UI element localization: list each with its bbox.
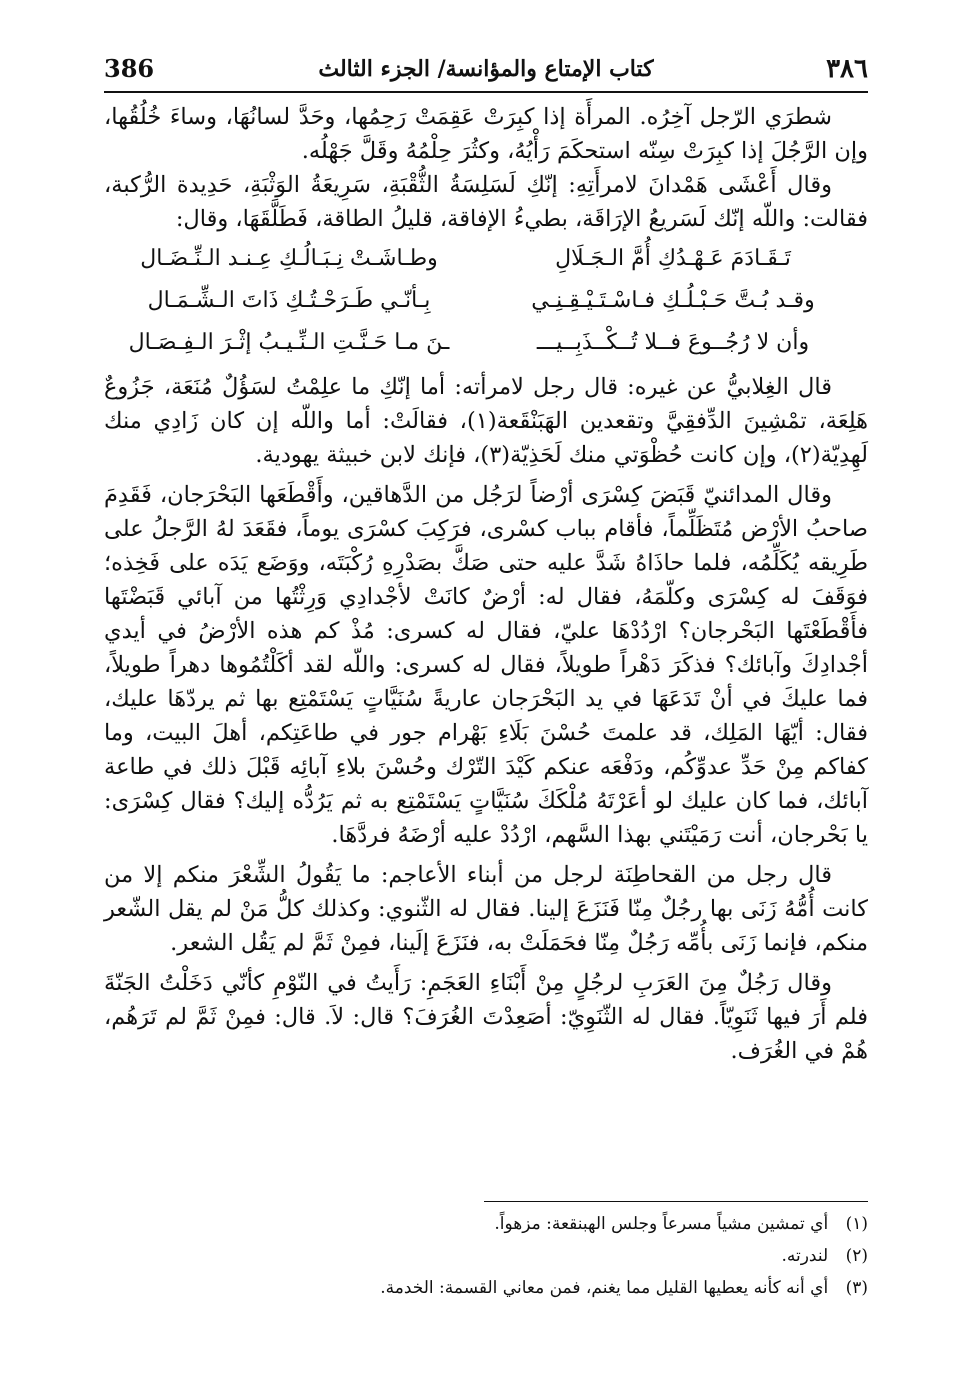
- footnote-mark: (١): [845, 1214, 868, 1234]
- running-title: كتاب الإمتاع والمؤانسة/ الجزء الثالث: [318, 56, 654, 82]
- paragraph: وقال رَجُلٌ مِنَ العَرَبِ لرجُلٍ مِنْ أَبْنَاءِ العَجَمِ: رَأَيتُ في النّوْمِ كأنّي دَخَلْتُ الجَنّةَ فلم أَرَ فيها ثَنَوِيّاً. فقال له الثّنَوِيّ: أصَعِدْتَ الغُرَفَ؟ قال: لاَ. قال: فمِنْ ثَمَّ لم تَرَهُم، هُمْ في الغُرَف.: [104, 970, 868, 1064]
- paragraph: وقال أَعْشَى هَمْدانَ لامرأَتِهِ: إنّكِ لَسَلِسَةُ الثُّقْبَةِ، سَرِيعَةُ الوَثْبَةِ، حَدِيدة الرُّكبة، فقالت: واللّه إنّك لَسَريعُ الإرَاقَة، بطيءُ الإفاقة، قليلُ الطاقة، فَطَلَّقَهَا، وقال:: [104, 172, 868, 232]
- footnote: [104, 1272, 868, 1304]
- verse-second-hemistich: وطـاشَـتْ نِـبَـالُـكِ عِـنـد الـنِّـضَـال: [140, 246, 438, 271]
- footnote-rule: [484, 1201, 868, 1202]
- verse-second-hemistich: بِـأنّـي طَـرَحْـتُـكِ ذَاتَ الـشِّـمَـال: [147, 288, 431, 313]
- paragraph: قال رجل من القحاطِنَة لرجل من أبناء الأعاجم: ما يَقُولُ الشِّعْرَ منكم إلا من كانت أُمُّهُ زَنَى بها رجُلٌ مِنّا فَنَزَعَ إلينا. فقال له الثّنوي: وكذلك كلُّ مَنْ لم يقل الشّعر منكم، فإنما زَنَى بأُمِّه رَجُلٌ مِنّا فحَمَلَتْ به، فنَزَعَ إلَينا، فمِنْ ثَمَّ لم يَقُل الشعر.: [104, 862, 868, 956]
- page-number-arabic: ٣٨٦: [826, 54, 868, 84]
- footnote-mark: (٣): [845, 1278, 868, 1298]
- page-header: [104, 50, 868, 90]
- paragraph: شطرَي الرّجل آخِرُه. المرأَة إذا كبِرَتْ عَقِمَتْ رَحِمُها، وحَدَّ لسانُهَا، وساءَ خُلُقُها، وإن الرَّجُلَ إذا كبِرَتْ سِنّه استحكَمَ رَأْيُهُ، وكثُرَ حِلْمُهُ وقَلَّ جَهْلُه.: [104, 104, 868, 164]
- footnote-text: أي تمشين مشياً مسرعاً وجلس الهبنقعة: مزهواً.: [494, 1214, 829, 1234]
- poem-verse: [104, 322, 868, 364]
- poem-verse: [104, 238, 868, 280]
- footnote-mark: (٢): [845, 1246, 868, 1266]
- verse-first-hemistich: وقـد بُـتَّ حَـبْـلُـكِ فـاسْـتَـيْـقِـنِـي: [531, 288, 815, 313]
- footnotes: [104, 1208, 868, 1304]
- verse-first-hemistich: وأن لا رُجُــوعَ فــلا تُــكْــذَبِــيـــ: [536, 330, 810, 355]
- poem: [104, 238, 868, 364]
- footnote: [104, 1240, 868, 1272]
- paragraph: قال الغِلابيُّ عن غيره: قال رجل لامرأته: أما إنّكِ ما علِمْتُ لسَؤُلٌ مُنَعَة، جَزُوعٌ هَلِعَة، تمْشِينَ الدِّفقِيَّ وتقعدين الهَبَنْقَعة(١)، فقالَتْ: أما واللّه إن كان زَادِي منك لَهِدِيّة(٢)، وإن كانت حُظْوَتي منك لَحَذِيّة(٣)، فإنك لابن خبيثة يهودية.: [104, 374, 869, 468]
- footnote: [104, 1208, 868, 1240]
- verse-first-hemistich: تَـقَـادَمَ عَـهْـدُكِ أُمَّ الـجَـلَالِ: [555, 246, 791, 271]
- verse-second-hemistich: ـنَ مـا حَـنَّـتِ الـنِّـيـبُ إثْـرَ الـفِـصَـال: [128, 330, 450, 355]
- header-rule: [104, 91, 868, 93]
- paragraph: وقال المدائنيّ قَبَضَ كِسْرَى أرْضاً لرَجُل من الدَّهاقين، وأَقْطَعَها البَحْرَجان، فَقَدِمَ صاحبُ الأرْض مُتَظَلِّماً، فأقام بباب كسْرى، فرَكِبَ كسْرَى يوماً، فقَعَدَ لهُ الرَّجلُ على طَرِيقه يُكَلِّمُه، فلما حاذَاهُ شَدَّ عليه حتى صَكَّ بصَدْرِهِ رُكْبَتَه، ووَضَع يَدَه على فَخِذه؛ فوَقَفَ له كِسْرَى وكلّمَهُ، فقال له: أرْضٌ كانَتْ لأجْدادِي وَرِثْتُها من آبائي قَبَضْتَها فأَقْطَعْتَها البَحْرجان؟ ارْدُدْهَا عليّ، فقال له كسرى: مُذْ كم هذه الأرْضُ في أيدي أجْدادِكَ وآبائك؟ فذكَرَ دَهْراً طويلاً، فقال له كسرى: واللّه لقد أكَلْتُمُوها دهراً طويلاً، فما عليكَ في أنْ تَدَعَهَا في يد البَحْرَجان عاريةً سُنَيَّاتٍ يَسْتَمْتِع بها ثم يردّهَا عليك، فقال: أيّهَا المَلِك، قد علمتَ حُسْنَ بَلَاءِ بَهْرام جور في طاعَتِكم، أهلَ البيت، وما كفاكم مِنْ حَدِّ عدوِّكُم، ودَفْعَه عنكم كَيْدَ التّرْك وحُسْنَ بلاءِ آبائِه قَبْلَ ذلك في طاعة آبائك، فما كان عليك لو أعَرْتَهُ مُلْكَكَ سُنَيَّاتٍ يَسْتَمْتِع به ثم يَرُدُّه إليك؟ فقال كِسْرَى: يا بَحْرجان، أنت رَمَيْتَني بهذا السَّهم، ارْدُدْ عليه أرْضَهُ فردَّهَا.: [104, 482, 868, 848]
- footnote-text: لندرته.: [781, 1246, 829, 1266]
- footnote-text: أي أنه كأنه يعطيها القليل مما يغنم، فمن معاني القسمة: الخدمة.: [380, 1278, 829, 1298]
- page-number-latin: 386: [104, 54, 155, 83]
- main-text: [104, 100, 868, 1068]
- poem-verse: [104, 280, 868, 322]
